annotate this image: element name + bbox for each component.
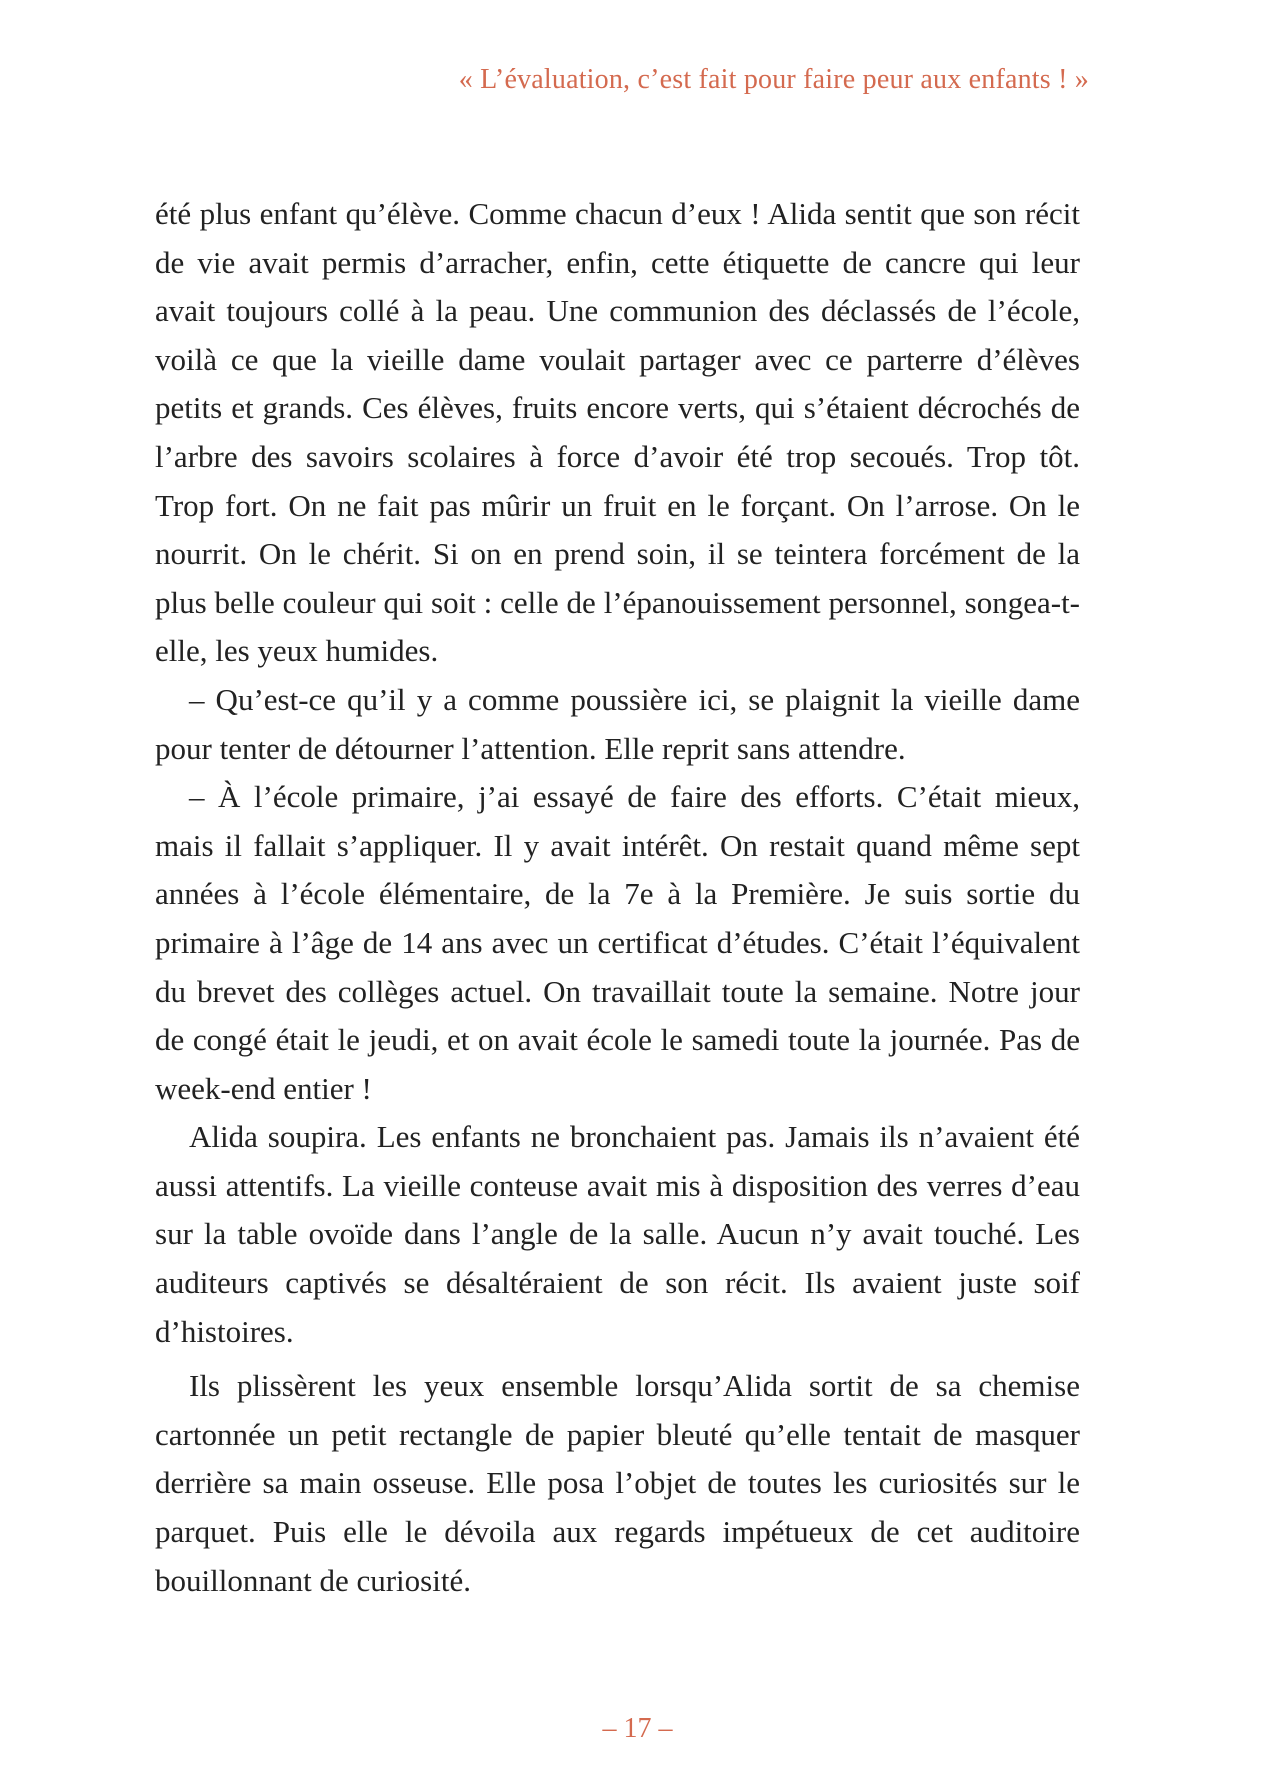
paragraph: – À l’école primaire, j’ai essayé de faire des efforts. C’était mieux, mais il fallait s’appliquer. Il y avait intérêt. On restait quand même sept années à l’école élémentaire, de la 7e à la Première. Je suis sortie du primaire à l’âge de 14 ans avec un certificat d’études. C’était l’équivalent du brevet des collèges actuel. On travaillait toute la semaine. Notre jour de congé était le jeudi, et on avait école le samedi toute la journée. Pas de week-end entier ! xyxy=(155,779,1080,1106)
paragraph: – Qu’est-ce qu’il y a comme poussière ici, se plaignit la vieille dame pour tenter de détourner l’attention. Elle reprit sans attendre. xyxy=(155,681,1080,766)
running-head-title: « L’évaluation, c’est fait pour faire peur aux enfants ! » xyxy=(458,64,1089,95)
page-number: – 17 – xyxy=(602,1713,673,1744)
paragraph: été plus enfant qu’élève. Comme chacun d’eux ! Alida sentit que son récit de vie avait permis d’arracher, enfin, cette étiquette de cancre qui leur avait toujours collé à la peau. Une communion des déclassés de l’école, voilà ce que la vieille dame voulait partager avec ce parterre d’élèves petits et grands. Ces élèves, fruits encore verts, qui s’étaient décrochés de l’arbre des savoirs scolaires à force d’avoir été trop secoués. Trop tôt. Trop fort. On ne fait pas mûrir un fruit en le forçant. On l’arrose. On le nourrit. On le chérit. Si on en prend soin, il se teintera forcément de la plus belle couleur qui soit : celle de l’épanouissement personnel, songea-t-elle, les yeux humides. xyxy=(155,196,1080,669)
paragraph: Alida soupira. Les enfants ne bronchaient pas. Jamais ils n’avaient été aussi attentifs. La vieille conteuse avait mis à disposition des verres d’eau sur la table ovoïde dans l’angle de la salle. Aucun n’y avait touché. Les auditeurs captivés se désaltéraient de son récit. Ils avaient juste soif d’histoires. xyxy=(155,1119,1080,1349)
body-text xyxy=(155,190,1080,1605)
paragraph: Ils plissèrent les yeux ensemble lorsqu’Alida sortit de sa chemise cartonnée un petit rectangle de papier bleuté qu’elle tentait de masquer derrière sa main osseuse. Elle posa l’objet de toutes les curiosités sur le parquet. Puis elle le dévoila aux regards impétueux de cet auditoire bouillonnant de curiosité. xyxy=(155,1368,1080,1598)
